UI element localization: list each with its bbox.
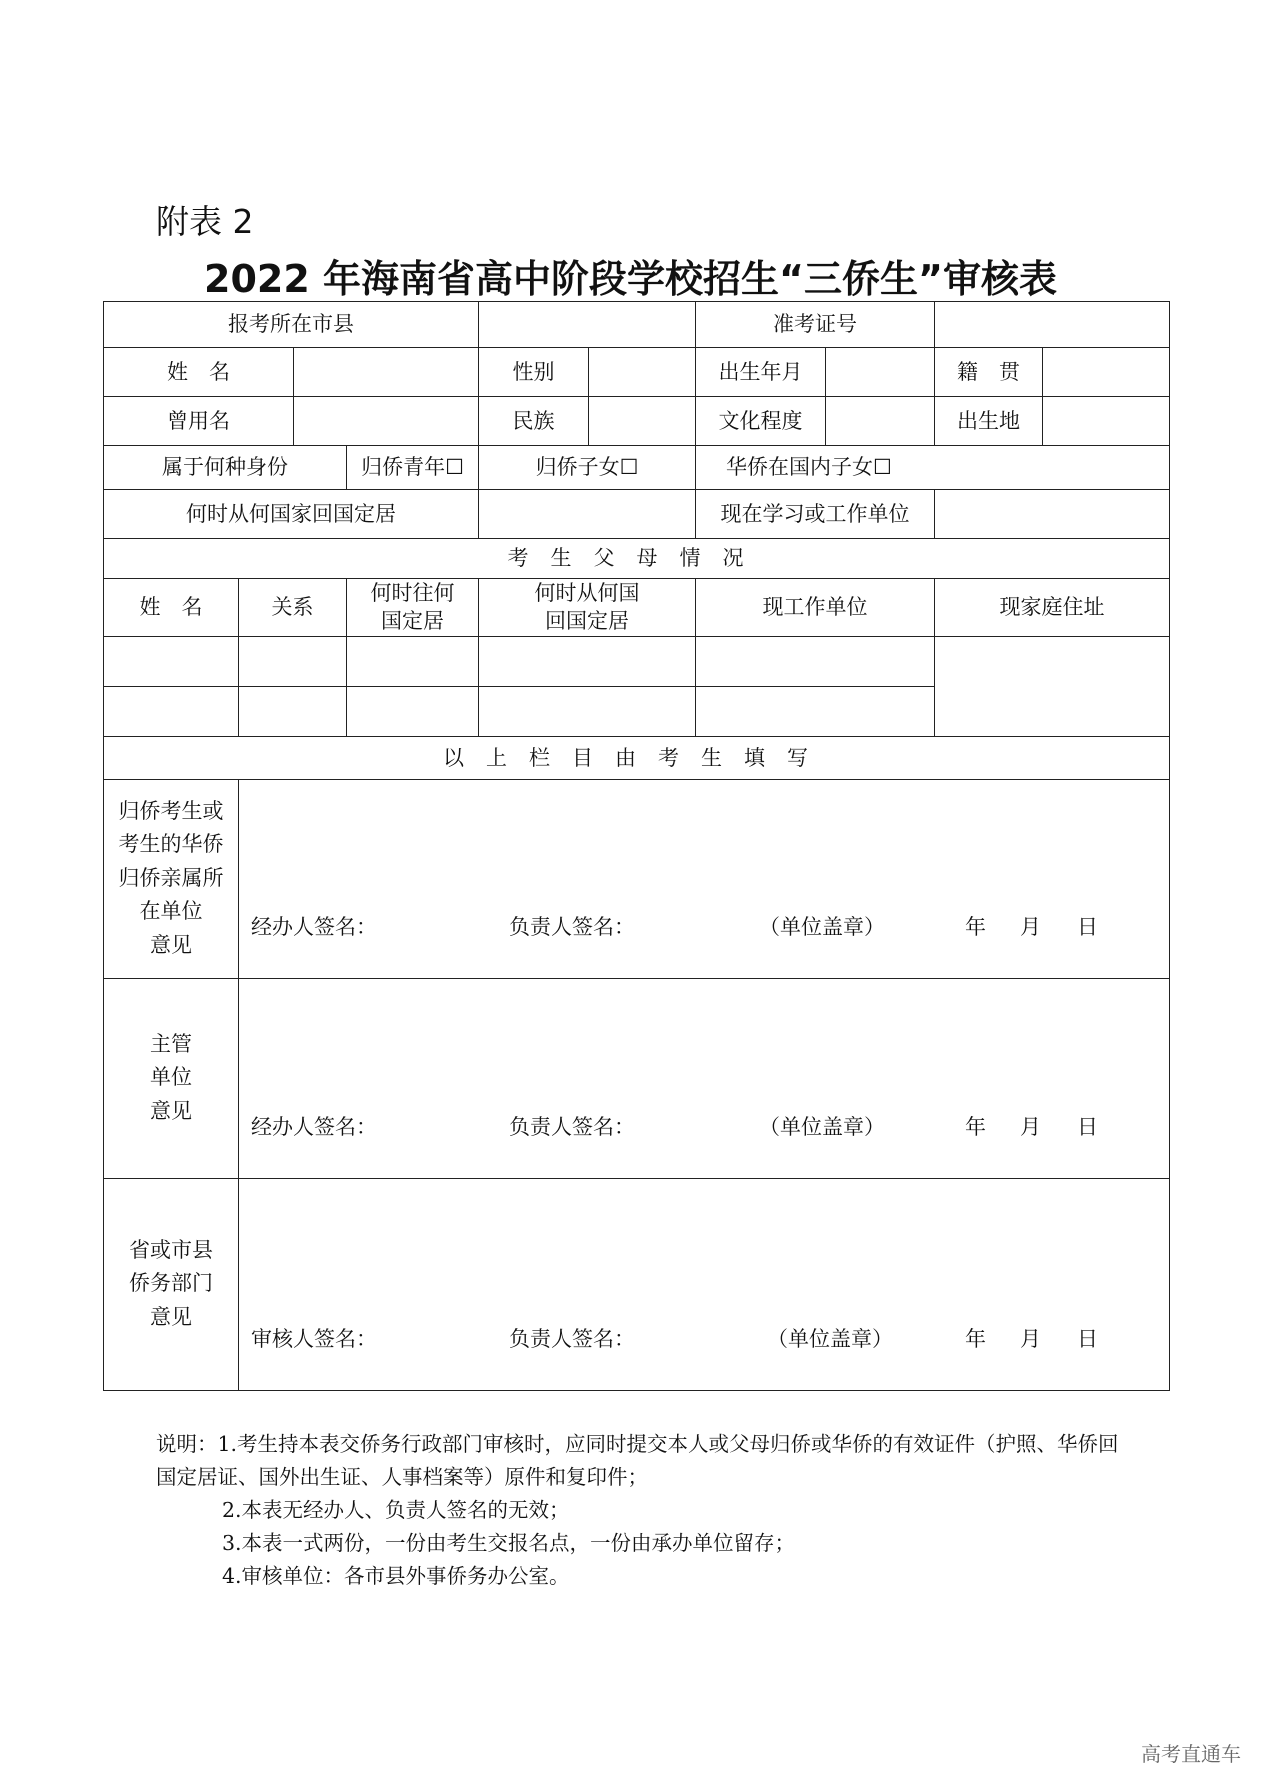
supervisor-opinion-cell[interactable]: [239, 978, 1170, 1178]
parent-relation-cell[interactable]: [239, 686, 347, 736]
row-basic-2: [104, 397, 1170, 446]
leader-signature: 负责人签名：: [509, 915, 635, 940]
row-parent-headers: [104, 579, 1170, 637]
label-return-time: 何时从何国家回国定居: [104, 490, 479, 539]
note-item: 2.本表无经办人、负责人签名的无效；: [222, 1498, 570, 1522]
field-native-place[interactable]: [1043, 348, 1170, 397]
label-ethnicity: 民族: [479, 397, 589, 446]
parent-row: [104, 636, 1170, 686]
label-unit-opinion: 归侨考生或 考生的华侨 归侨亲属所 在单位 意见: [104, 779, 239, 978]
date-month: 月: [1020, 1115, 1041, 1140]
field-admission-no[interactable]: [935, 302, 1170, 348]
date-year: 年: [965, 1115, 986, 1140]
row-return: [104, 490, 1170, 539]
row-footer-note: [104, 736, 1170, 779]
row-basic-1: [104, 348, 1170, 397]
page-title: 2022 年海南省高中阶段学校招生“三侨生”审核表: [204, 257, 1057, 301]
leader-signature: 负责人签名：: [509, 1115, 635, 1140]
unit-stamp: （单位盖章）: [767, 1327, 893, 1352]
label-former-name: 曾用名: [104, 397, 294, 446]
header-parent-name: 姓 名: [104, 579, 239, 637]
row-exam-info: [104, 302, 1170, 348]
header-return-time: 何时从何国 回国定居: [479, 579, 696, 637]
header-emigrate-time: 何时往何 国定居: [347, 579, 479, 637]
handler-signature: 经办人签名：: [251, 1115, 377, 1140]
date-year: 年: [965, 915, 986, 940]
watermark: 高考直通车: [1141, 1742, 1241, 1766]
field-current-unit[interactable]: [935, 490, 1170, 539]
label-office-opinion: 省或市县 侨务部门 意见: [104, 1178, 239, 1390]
row-opinion-unit: [104, 779, 1170, 978]
instructions: [156, 1428, 1136, 1593]
field-birth-date[interactable]: [826, 348, 935, 397]
option-returned-children[interactable]: 归侨子女☐: [479, 446, 696, 490]
attachment-label: 附表 2: [156, 202, 254, 241]
row-opinion-office: [104, 1178, 1170, 1390]
note-item: 说明：1.考生持本表交侨务行政部门审核时，应同时提交本人或父母归侨或华侨的有效证件（护照、华侨回国定居证、国外出生证、人事档案等）原件和复印件；: [156, 1432, 1119, 1489]
parent-return-cell[interactable]: [479, 686, 696, 736]
label-native-place: 籍 贯: [935, 348, 1043, 397]
note-item: 4.审核单位：各市县外事侨务办公室。: [222, 1564, 570, 1588]
date-month: 月: [1020, 915, 1041, 940]
parent-address-cell[interactable]: [935, 636, 1170, 736]
unit-stamp: （单位盖章）: [759, 915, 885, 940]
label-education: 文化程度: [696, 397, 826, 446]
review-form-table: [103, 301, 1170, 1391]
label-admission-no: 准考证号: [696, 302, 935, 348]
parent-emigrate-cell[interactable]: [347, 636, 479, 686]
field-return-time[interactable]: [479, 490, 696, 539]
field-education[interactable]: [826, 397, 935, 446]
parent-name-cell[interactable]: [104, 686, 239, 736]
parent-unit-cell[interactable]: [696, 686, 935, 736]
parent-emigrate-cell[interactable]: [347, 686, 479, 736]
label-exam-city: 报考所在市县: [104, 302, 479, 348]
option-returned-youth[interactable]: 归侨青年☐: [347, 446, 479, 490]
row-parents-title: [104, 539, 1170, 579]
handler-signature: 经办人签名：: [251, 915, 377, 940]
parent-return-cell[interactable]: [479, 636, 696, 686]
label-identity-type: 属于何种身份: [104, 446, 347, 490]
date-day: 日: [1077, 915, 1098, 940]
unit-opinion-cell[interactable]: [239, 779, 1170, 978]
date-day: 日: [1077, 1115, 1098, 1140]
section-parents: 考生父母情况: [104, 539, 1170, 579]
header-relation: 关系: [239, 579, 347, 637]
reviewer-signature: 审核人签名：: [251, 1327, 377, 1352]
date-year: 年: [965, 1327, 986, 1352]
row-opinion-supervisor: [104, 978, 1170, 1178]
field-exam-city[interactable]: [479, 302, 696, 348]
label-current-unit: 现在学习或工作单位: [696, 490, 935, 539]
field-former-name[interactable]: [294, 397, 479, 446]
header-work-unit: 现工作单位: [696, 579, 935, 637]
date-day: 日: [1077, 1327, 1098, 1352]
label-name: 姓 名: [104, 348, 294, 397]
unit-stamp: （单位盖章）: [759, 1115, 885, 1140]
label-gender: 性别: [479, 348, 589, 397]
footer-note: 以上栏目由考生填写: [104, 736, 1170, 779]
date-month: 月: [1020, 1327, 1041, 1352]
parent-name-cell[interactable]: [104, 636, 239, 686]
note-item: 3.本表一式两份，一份由考生交报名点，一份由承办单位留存；: [222, 1531, 796, 1555]
office-opinion-cell[interactable]: [239, 1178, 1170, 1390]
label-birth-date: 出生年月: [696, 348, 826, 397]
row-identity: [104, 446, 1170, 490]
label-birthplace: 出生地: [935, 397, 1043, 446]
parent-relation-cell[interactable]: [239, 636, 347, 686]
field-birthplace[interactable]: [1043, 397, 1170, 446]
field-name[interactable]: [294, 348, 479, 397]
label-supervisor-opinion: 主管 单位 意见: [104, 978, 239, 1178]
field-gender[interactable]: [589, 348, 696, 397]
leader-signature: 负责人签名：: [509, 1327, 635, 1352]
field-ethnicity[interactable]: [589, 397, 696, 446]
header-home-address: 现家庭住址: [935, 579, 1170, 637]
parent-unit-cell[interactable]: [696, 636, 935, 686]
option-overseas-children[interactable]: 华侨在国内子女☐: [696, 446, 1170, 490]
